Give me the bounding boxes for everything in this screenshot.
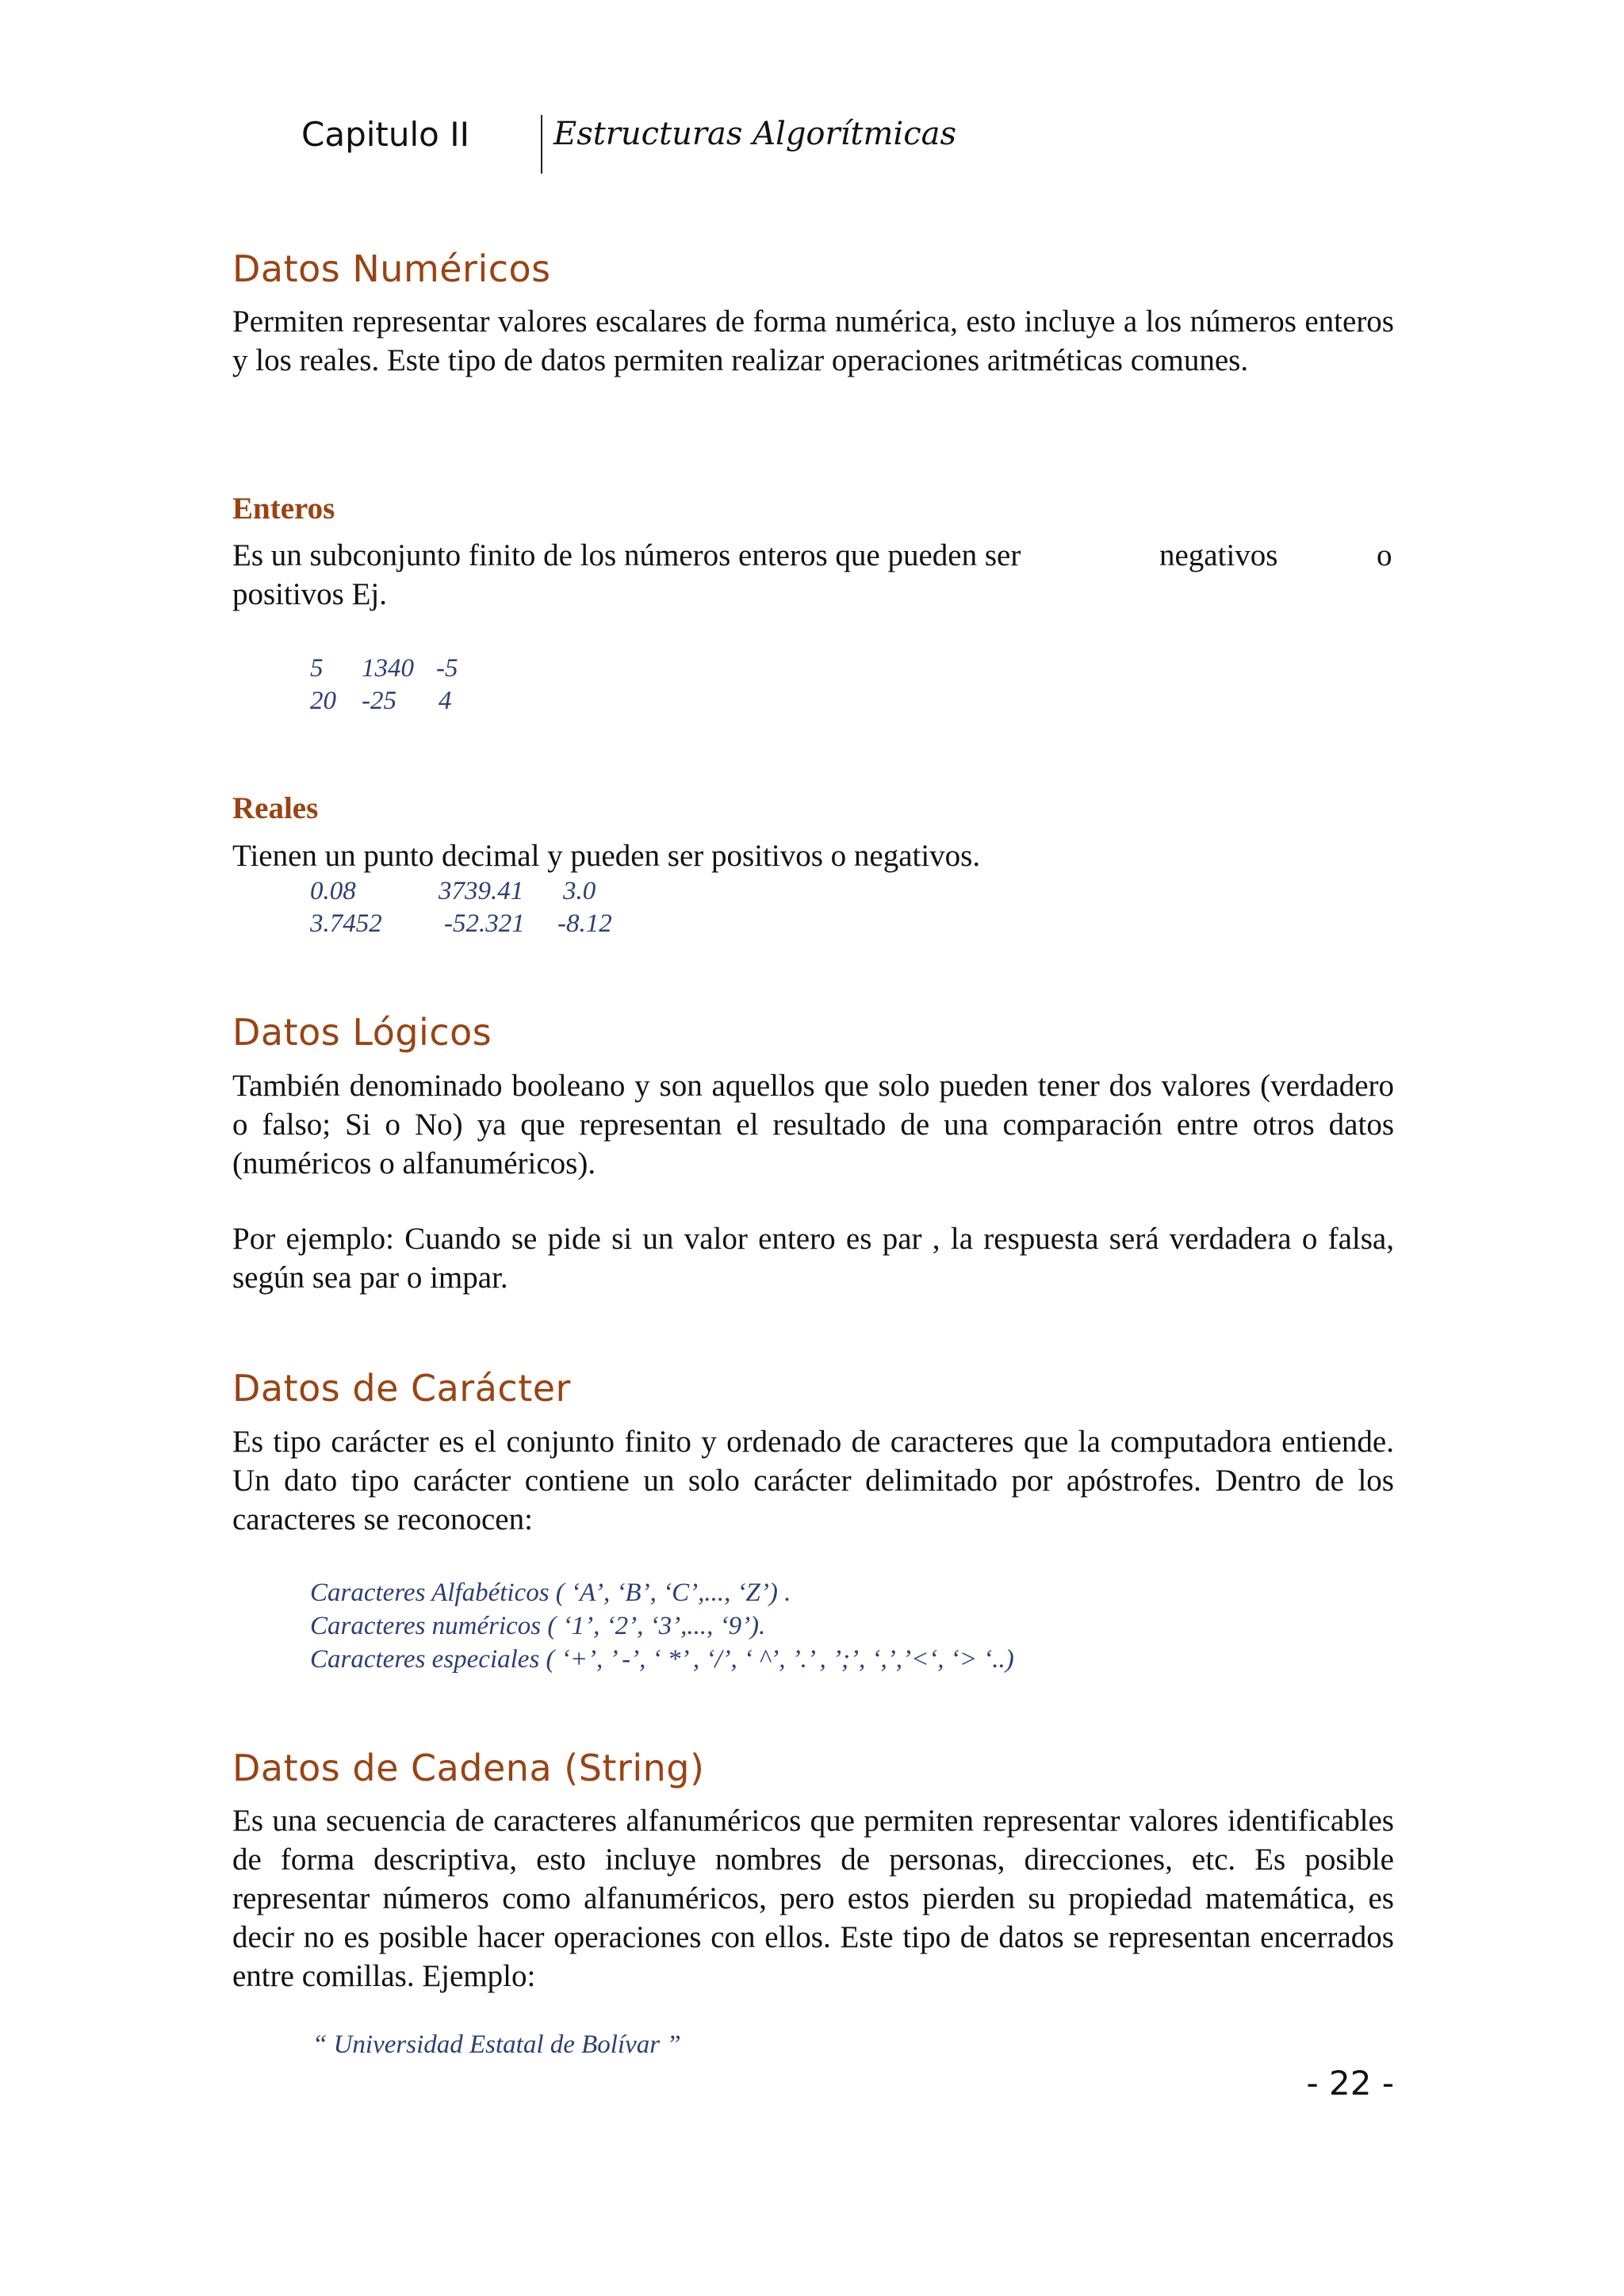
body-text: También denominado booleano y son aquellos que solo pueden tener dos valores (verdadero o falso; Si o No) ya que representan el resultado de una comparación entre otros datos (numéricos o alfanuméricos). (232, 1069, 1394, 1181)
example-value: 5 (310, 654, 324, 683)
paragraph-cadena (232, 1801, 1394, 1996)
subsection-reales (232, 790, 1394, 826)
paragraph-logicos-example (232, 1219, 1394, 1297)
example-line: Caracteres Alfabéticos ( ‘A’, ‘B’, ‘C’,..., ‘Z’) . (310, 1578, 791, 1607)
example-value: -52.321 (444, 909, 525, 938)
example-line: Caracteres numéricos ( ‘1’, ‘2’, ‘3’,..., ‘9’). (310, 1612, 766, 1640)
paragraph-logicos (232, 1066, 1394, 1183)
body-text: Por ejemplo: Cuando se pide si un valor entero es par , la respuesta será verdadera o falsa, según sea par o impar. (232, 1222, 1394, 1295)
chapter-title: Estructuras Algorítmicas (553, 116, 956, 152)
example-value: -5 (436, 654, 458, 683)
section-heading-numericos: Datos Numéricos (232, 247, 551, 290)
body-text: Permiten representar valores escalares de forma numérica, esto incluye a los números enteros y los reales. Este tipo de datos permiten realizar operaciones aritméticas comunes. (232, 304, 1394, 377)
example-value: -8.12 (557, 909, 612, 938)
paragraph-numericos (232, 302, 1394, 380)
body-text: Es un subconjunto finito de los números enteros que pueden ser (232, 538, 1021, 572)
body-text: negativos (1159, 538, 1278, 572)
chapter-label: Capitulo II (301, 115, 469, 154)
section-heading-cadena: Datos de Cadena (String) (232, 1747, 705, 1789)
body-text: o (1377, 538, 1392, 572)
example-value: 20 (310, 687, 336, 715)
body-text: Es una secuencia de caracteres alfanuméricos que permiten representar valores identificables de forma descriptiva, esto incluye nombres de personas, direcciones, etc. Es posible representar números como alfanuméricos, pero estos pierden su propiedad matemática, es decir no es posible hacer operaciones con ellos. Este tipo de datos se representan encerrados entre comillas. Ejemplo: (232, 1804, 1394, 1993)
example-value: -25 (362, 687, 396, 715)
example-value: 1340 (362, 654, 414, 683)
example-string: “ Universidad Estatal de Bolívar ” (312, 2030, 681, 2059)
body-text: Tienen un punto decimal y pueden ser positivos o negativos. (232, 839, 981, 873)
subsection-heading-enteros: Enteros (232, 492, 335, 526)
section-cadena (232, 1747, 1394, 1789)
paragraph-reales (232, 836, 1394, 875)
paragraph-enteros (232, 536, 1394, 614)
page-number: - 22 - (1306, 2064, 1394, 2103)
subsection-enteros (232, 491, 1394, 526)
paragraph-caracter (232, 1422, 1394, 1539)
header-divider (541, 115, 542, 174)
section-numericos (232, 247, 1394, 290)
example-value: 3.0 (563, 877, 596, 905)
body-text: Es tipo carácter es el conjunto finito y ordenado de caracteres que la computadora entiende. Un dato tipo carácter contiene un solo carácter delimitado por apóstrofes. Dentro de los caracteres se reconocen: (232, 1425, 1394, 1536)
example-value: 3739.41 (439, 877, 524, 905)
body-text: positivos Ej. (232, 577, 388, 611)
example-value: 3.7452 (310, 909, 382, 938)
section-logicos (232, 1011, 1394, 1054)
section-caracter (232, 1367, 1394, 1410)
section-heading-caracter: Datos de Carácter (232, 1367, 571, 1410)
section-heading-logicos: Datos Lógicos (232, 1011, 492, 1054)
example-value: 0.08 (310, 877, 356, 905)
subsection-heading-reales: Reales (232, 791, 319, 825)
example-line: Caracteres especiales ( ‘+’, ’ -’, ‘ *’ , ‘/’, ‘ ^’, ’.’ , ’;’, ‘,’,’<‘, ‘> ‘..) (310, 1645, 1014, 1674)
example-value: 4 (439, 687, 452, 715)
